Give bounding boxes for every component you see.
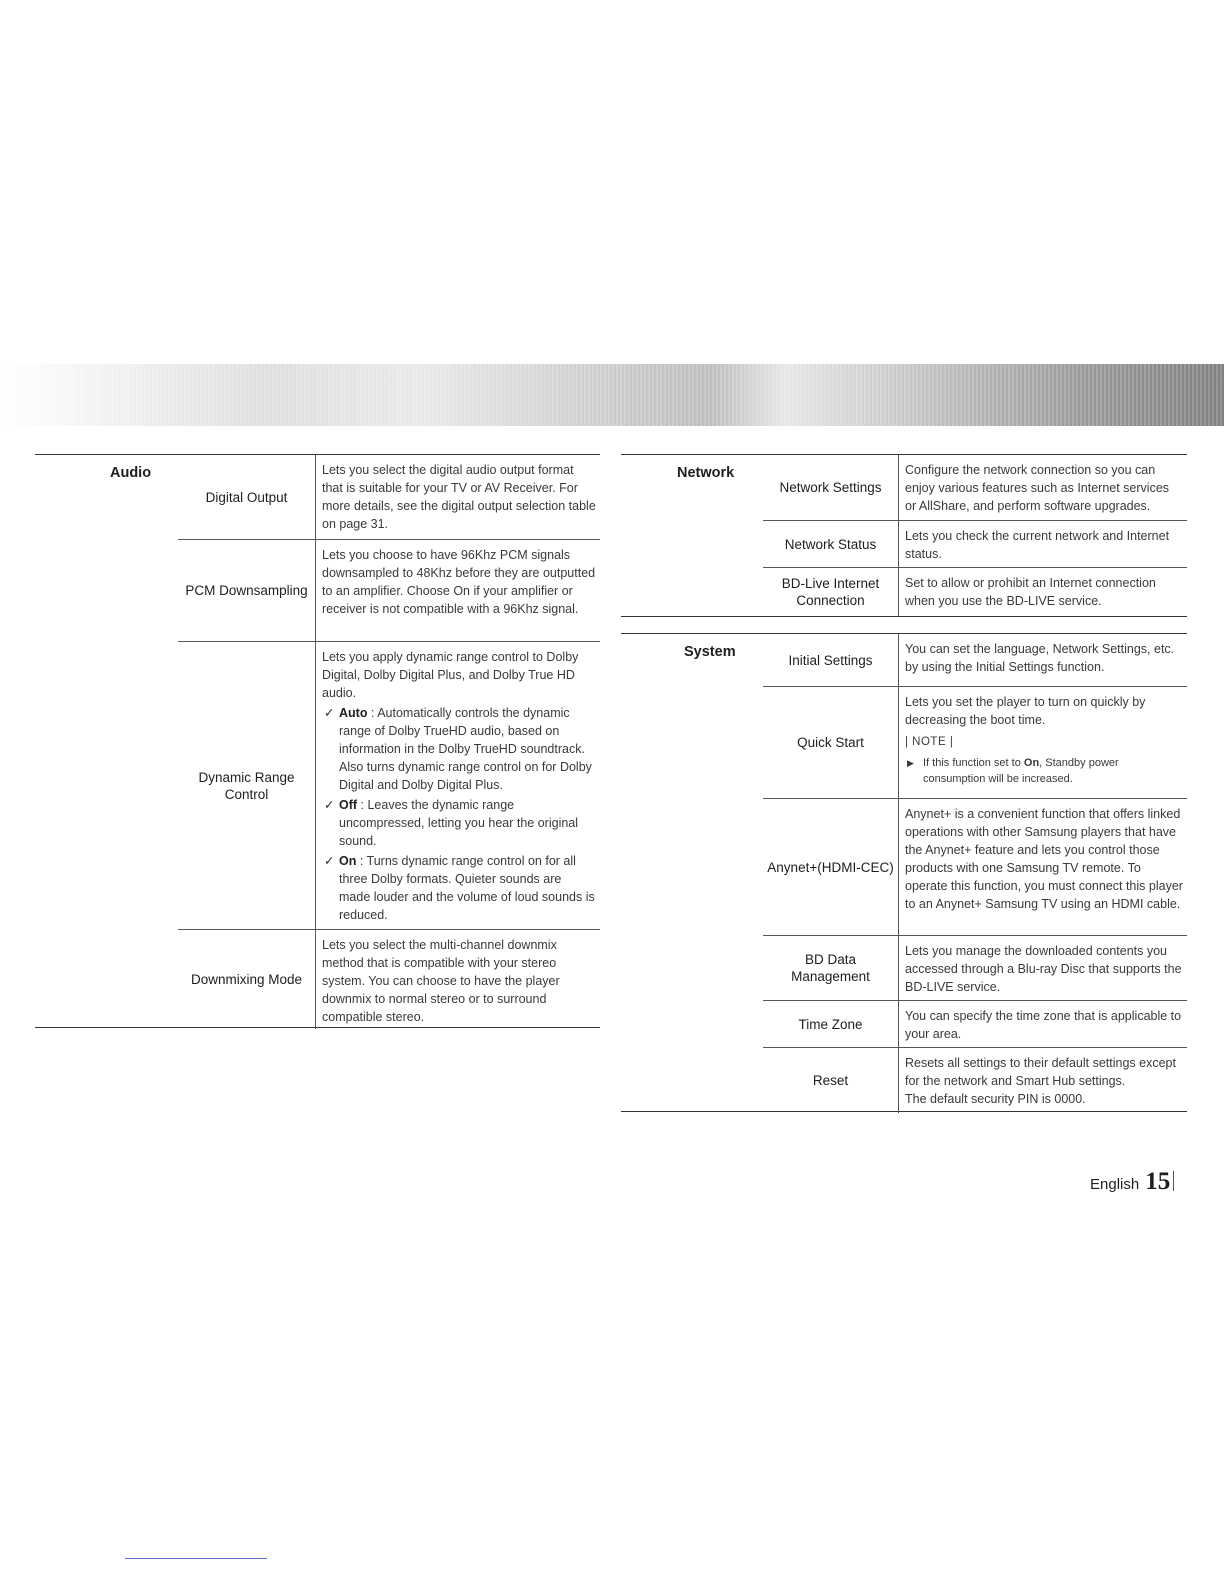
system-row-time-zone [763, 1000, 1187, 1047]
option-text: : Turns dynamic range control on for all three Dolby formats. Quieter sounds are made louder and the volume of loud sounds is reduced. [339, 854, 595, 922]
network-row-network-status [763, 520, 1187, 567]
footer-language: English [1090, 1176, 1140, 1193]
row-description [899, 1048, 1187, 1113]
network-row-network-settings [763, 455, 1187, 520]
option-name: On [339, 854, 357, 868]
option-text: : Automatically controls the dynamic range of Dolby TrueHD audio, based on information in the Dolby TrueHD soundtrack. Also turns dynamic range control on for Dolby Digital and Dolby Digital Plus. [339, 706, 592, 792]
system-row-initial-settings [763, 634, 1187, 686]
header-banner [0, 364, 1224, 426]
row-label: Network Status [763, 521, 899, 567]
audio-row-dynamic-range-control [178, 641, 600, 929]
note-text-end: , Standby power consumption will be increased. [923, 757, 1119, 785]
check-icon: ✓ [324, 706, 335, 720]
system-row-reset [763, 1047, 1187, 1113]
dynamic-range-intro: Lets you apply dynamic range control to Dolby Digital, Dolby Digital Plus, and Dolby True HD audio. [322, 650, 579, 700]
row-description [899, 687, 1187, 798]
row-description: Lets you select the digital audio output format that is suitable for your TV or AV Receiver. For more details, see the digital output selection table on page 31. [322, 463, 596, 531]
network-settings-table [621, 454, 1187, 617]
audio-row-pcm-downsampling [178, 539, 600, 641]
row-label: Reset [763, 1048, 899, 1113]
audio-row-digital-output [178, 455, 600, 539]
row-description: Lets you select the multi-channel downmix method that is compatible with your stereo system. You can choose to have the player downmix to normal stereo or to surround compatible stereo. [322, 938, 560, 1024]
check-icon: ✓ [324, 798, 335, 812]
option-text: : Leaves the dynamic range uncompressed, letting you hear the original sound. [339, 798, 579, 848]
row-description: You can specify the time zone that is applicable to your area. [905, 1009, 1182, 1041]
row-label: Initial Settings [763, 634, 899, 686]
quick-start-text: Lets you set the player to turn on quickly by decreasing the boot time. [905, 695, 1146, 727]
system-row-quick-start [763, 686, 1187, 798]
row-label: BD Data Management [763, 936, 899, 1000]
reset-pin-text: The default security PIN is 0000. [905, 1092, 1086, 1106]
system-settings-table [621, 633, 1187, 1112]
network-row-bd-live-internet [763, 567, 1187, 616]
note-label: | NOTE | [905, 736, 954, 748]
note-text-start: If this function set to [923, 757, 1024, 769]
row-description: Lets you choose to have 96Khz PCM signals downsampled to 48Khz before they are outputted to an amplifier. Choose On if your amplifier or receiver is not compatible with a 96Khz signal. [322, 548, 596, 616]
note-bold-value: On [1023, 757, 1040, 769]
row-label: Time Zone [763, 1001, 899, 1047]
row-label: Network Settings [763, 455, 899, 520]
reset-text: Resets all settings to their default settings except for the network and Smart Hub settings. [905, 1056, 1176, 1088]
audio-settings-table [35, 454, 600, 1028]
option-name: Off [339, 798, 358, 812]
network-section-title: Network [677, 465, 735, 481]
system-row-anynet [763, 798, 1187, 935]
triangle-right-icon: ▶ [907, 758, 914, 768]
option-off [322, 796, 596, 850]
row-label: Dynamic Range Control [178, 642, 316, 929]
page-number: 15 [1145, 1168, 1171, 1195]
row-label: Quick Start [763, 687, 899, 798]
row-label: Anynet+(HDMI-CEC) [763, 799, 899, 935]
option-on [322, 852, 596, 924]
footer-divider [1173, 1171, 1174, 1191]
audio-section-title: Audio [110, 465, 152, 481]
system-section-title: System [684, 644, 736, 660]
row-label: Downmixing Mode [178, 930, 316, 1029]
option-auto [322, 704, 596, 794]
row-description [316, 642, 600, 929]
row-label: BD-Live Internet Connection [763, 568, 899, 616]
row-description: Lets you manage the downloaded contents you accessed through a Blu-ray Disc that supports the BD-LIVE service. [905, 944, 1182, 994]
check-icon: ✓ [324, 854, 335, 868]
row-description: Configure the network connection so you can enjoy various features such as Internet services or AllShare, and perform software upgrades. [905, 463, 1170, 513]
row-description: Set to allow or prohibit an Internet connection when you use the BD-LIVE service. [905, 576, 1156, 608]
bottom-rule [125, 1558, 267, 1559]
row-description: Anynet+ is a convenient function that offers linked operations with other Samsung players that have the Anynet+ feature and lets you control those products with one Samsung TV remote. To operate this function, you must connect this player to an Anynet+ Samsung TV using an HDMI cable. [905, 807, 1183, 911]
note-text [905, 755, 1183, 787]
row-label: PCM Downsampling [178, 540, 316, 641]
system-row-bd-data-management [763, 935, 1187, 1000]
option-name: Auto [339, 706, 368, 720]
row-description: Lets you check the current network and Internet status. [905, 529, 1170, 561]
row-label: Digital Output [178, 455, 316, 539]
audio-row-downmixing-mode [178, 929, 600, 1029]
page-footer [1090, 1168, 1174, 1196]
row-description: You can set the language, Network Settings, etc. by using the Initial Settings function. [905, 642, 1175, 674]
